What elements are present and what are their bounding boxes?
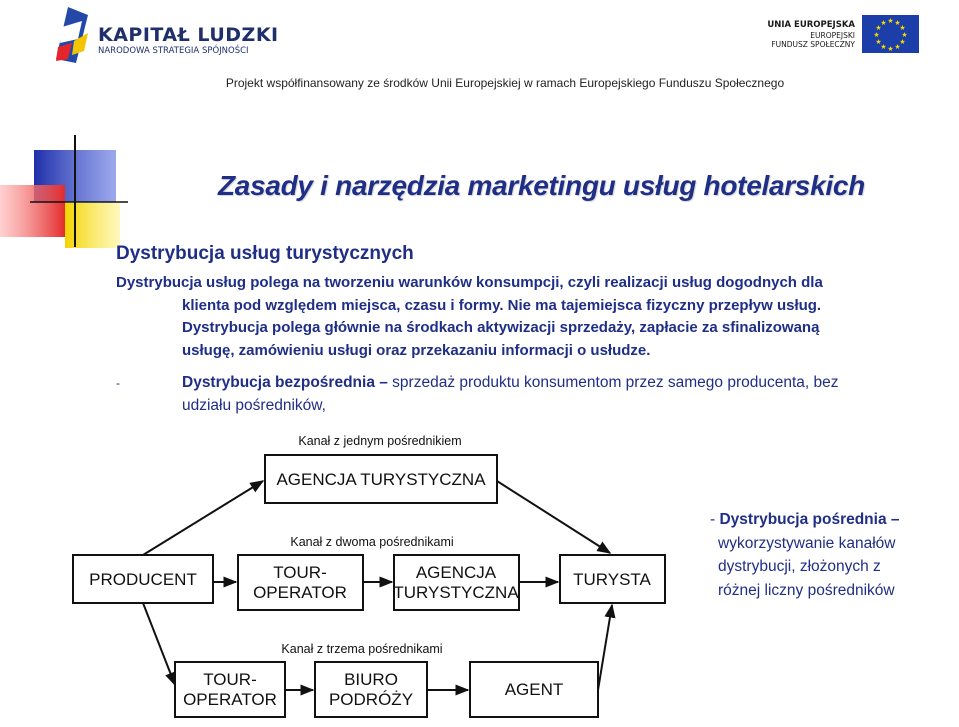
- caption-three-intermediaries: Kanał z trzema pośrednikami: [281, 642, 443, 656]
- distribution-paragraph: [116, 272, 926, 362]
- direct-line-2: udziału pośredników,: [182, 396, 326, 414]
- side-line-2: wykorzystywanie kanałów: [718, 534, 896, 552]
- side-label: Dystrybucja pośrednia –: [719, 511, 900, 528]
- direct-label: Dystrybucja bezpośrednia –: [182, 374, 388, 391]
- svg-text:★: ★: [901, 31, 908, 39]
- tour-operator-bottom-a: TOUR-: [203, 670, 257, 689]
- agency-mid-a: AGENCJA: [415, 563, 497, 582]
- kapital-ludzki-logo: [48, 3, 98, 65]
- svg-text:★: ★: [875, 38, 882, 46]
- para-line-1: Dystrybucja usług polega na tworzeniu warunków konsumpcji, czyli realizacji usług dogodnych dla: [116, 274, 823, 291]
- slide-subtitle: Dystrybucja usług turystycznych: [116, 243, 414, 264]
- tour-operator-mid-b: OPERATOR: [253, 583, 347, 602]
- bullet-mark: -: [116, 376, 120, 390]
- tour-operator-bottom-b: OPERATOR: [183, 690, 277, 709]
- indirect-distribution: [710, 508, 950, 602]
- caption-two-intermediaries: Kanał z dwoma pośrednikami: [290, 535, 454, 549]
- producent-label: PRODUCENT: [89, 570, 197, 589]
- svg-text:★: ★: [899, 24, 906, 32]
- para-line-4: usługę, zamówieniu usługi oraz przekazaniu informacji o usłudze.: [182, 341, 651, 359]
- distribution-channels-diagram: [0, 420, 700, 727]
- logo-left-title: KAPITAŁ LUDZKI: [98, 24, 279, 46]
- svg-text:★: ★: [899, 38, 906, 46]
- para-line-2: klienta pod względem miejsca, czasu i formy. Nie ma tajemiejsca fizyczny przepływ usług.: [182, 296, 822, 314]
- biuro-a: BIURO: [344, 670, 398, 689]
- decorative-squares: [0, 135, 130, 255]
- side-line-4: różnej liczny pośredników: [718, 581, 895, 599]
- svg-text:★: ★: [873, 31, 880, 39]
- direct-distribution: [116, 372, 936, 417]
- agency-mid-b: TURYSTYCZNA: [393, 583, 519, 602]
- svg-text:★: ★: [894, 19, 901, 27]
- turysta-label: TURYSTA: [573, 570, 651, 589]
- svg-text:★: ★: [887, 17, 894, 25]
- tour-operator-mid-a: TOUR-: [273, 563, 327, 582]
- agency-top-label: AGENCJA TURYSTYCZNA: [276, 470, 486, 489]
- svg-text:★: ★: [875, 24, 882, 32]
- svg-text:★: ★: [880, 19, 887, 27]
- caption-one-intermediary: Kanał z jednym pośrednikiem: [298, 434, 462, 448]
- svg-text:★: ★: [894, 43, 901, 51]
- svg-text:★: ★: [880, 43, 887, 51]
- logo-right-line1: UNIA EUROPEJSKA: [767, 20, 855, 30]
- arrow-producent-touroperator-bottom: [143, 603, 175, 685]
- side-line-3: dystrybucji, złożonych z: [718, 558, 881, 575]
- direct-rest: sprzedaż produktu konsumentom przez samego producenta, bez: [387, 374, 839, 391]
- arrow-agency-turysta: [497, 481, 610, 553]
- arrow-producent-agency: [143, 481, 263, 555]
- biuro-b: PODRÓŻY: [328, 690, 414, 709]
- para-line-3: Dystrybucja polega głównie na środkach aktywizacji sprzedaży, zapłacie za sfinalizowaną: [182, 319, 820, 336]
- logo-right-line2: EUROPEJSKI: [810, 31, 855, 40]
- logo-right-line3: FUNDUSZ SPOŁECZNY: [771, 40, 855, 49]
- svg-text:★: ★: [887, 45, 894, 53]
- logo-left-subtitle: NARODOWA STRATEGIA SPÓJNOŚCI: [98, 46, 249, 56]
- agent-label: AGENT: [504, 680, 564, 699]
- eu-flag-icon: [862, 15, 919, 53]
- slide-title: Zasady i narzędzia marketingu usług hotelarskich: [218, 170, 865, 201]
- arrow-agent-turysta: [598, 605, 612, 690]
- project-cofinancing-text: Projekt współfinansowany ze środków Unii Europejskiej w ramach Europejskiego Funduszu Społecznego: [225, 76, 785, 90]
- side-dash: -: [710, 511, 720, 528]
